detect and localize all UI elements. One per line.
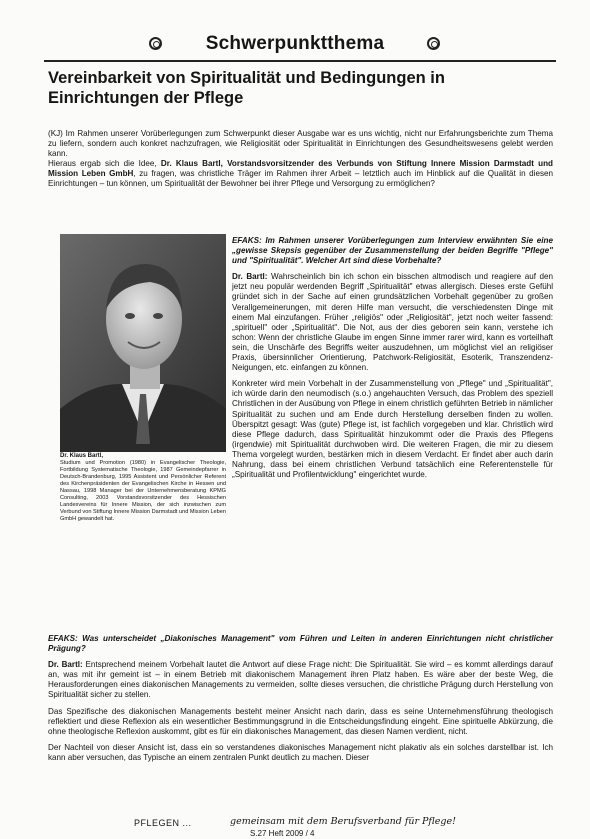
portrait-photo [60,234,226,452]
intro-paragraph: (KJ) Im Rahmen unserer Vorüberlegungen zum Schwerpunkt dieser Ausgabe war es uns wichtig, nicht nur Erfahrungsberichte zum Thema zu liefern, sondern auch konkret nachzufragen, wie Religiosität oder Spiritualität in Einrichtungen des Gesundheitswesens gelebt werden kann. [48,129,553,159]
header-rule [44,60,556,62]
speaker-label: Dr. Bartl: [232,272,268,282]
caption-name: Dr. Klaus Bartl, [60,453,104,459]
target-bullet-icon [427,37,440,50]
interview-answer: Das Spezifische des diakonischen Managements besteht meiner Ansicht nach darin, dass es seine Unternehmensführung theologisch reflektiert und diese Reflexion als ein wesentlicher Bestimmungsgrund in die Entscheidungsfindung eingeht. Eine spirituelle Abkürzung, die ohne theologische Reflexion auskommt, gibt es für ein diakonisches Management, das diesen Namen verdient, nicht. [48,706,553,736]
interview-column [232,236,553,486]
section-title: Schwerpunktthema [205,33,385,54]
interview-question: EFAKS: Was unterscheidet „Diakonisches Management" vom Führen und Leiten in anderen Einrichtungen nicht christlicher Prägung? [48,634,553,654]
footer-slogan: gemeinsam mit dem Berufsverband für Pflege! [230,816,456,827]
portrait-image [60,234,226,452]
article-title-line: Vereinbarkeit von Spiritualität und Bedingungen in [48,69,445,87]
photo-caption [60,453,226,523]
interview-wide [48,634,553,769]
interview-question: EFAKS: Im Rahmen unserer Vorüberlegungen zum Interview erwähnten Sie eine „gewisse Skepsis gegenüber der Zusammenstellung der beiden Begriffe "Pflege" und "Spiritualität". Welcher Art sind diese Vorbehalte? [232,236,553,266]
page-number: S.27 Heft 2009 / 4 [250,829,315,838]
footer-brand: PFLEGEN ... [134,818,192,828]
caption-text: Studium und Promotion (1980) in Evangelischer Theologie, Fortbildung Systematische Theologie, 1987 Gemeindepfarrer in Deutsch-Brandenburg, 1995 Assistent und Persönlicher Referent des Kirchenpräsidenten der Evangelischen Kirche in Hessen und Nassau, 1998 Manager bei der Unternehmensberatung KPMG Consulting, 2003 Vorstandsvorsitzender des Hessischen Landesvereins für Innere Mission, der sich inzwischen zum Verbund von Stiftung Innere Mission Darmstadt und Mission Leben GmbH gewandelt hat. [60,460,226,522]
interview-answer: Dr. Bartl: Entsprechend meinem Vorbehalt lautet die Antwort auf diese Frage nicht: Die Spiritualität. Sie wird – es kommt allerdings darauf an, was mit ihr gemeint ist – in einem Betrieb mit diakonischem Management ihren Platz haben. Es wäre aber der beste Weg, die Herausforderungen eines diakonischen Managements zu vermeiden, sollte dieses versuchen, die christliche Prägung durch Herstellung von Spiritualität sicher zu stellen. [48,660,554,700]
interviewee-name: Dr. Klaus Bartl, Vorstandsvorsitzender des Verbunds von Stiftung Innere Mission Darmstadt und Mission Leben GmbH [48,159,553,179]
article-title [48,68,508,108]
interview-answer: Konkreter wird mein Vorbehalt in der Zusammenstellung von „Pflege" und „Spiritualität", ich würde darin den neumodisch (s.o.) angehauchten Versuch, das Problem des speziell Christlichen in der Ausübung von Pflege in einem christlich geführten Betrieb in nämlicher Spiritualität zu suchen und am Ende durch Herstellung derselben finden zu wollen. Überspitzt gesagt: Was (gute) Pflege ist, ist fachlich vorgegeben und klar. Christlich wird diese Pflege dadurch, dass Spiritualität hinzukommt oder die Praxis des Pflegens (irgendwie) mit Spiritualität durchwoben wird. Die weiteren Fragen, die mir zu diesem Thema vorgelegt wurden, bestärken mich in diesem Verdacht. Er findet aber auch darin Nahrung, dass bei einem christlichen Verbund tatsächlich eine Referentenstelle für „Spiritualität und Profilentwicklung" eingerichtet wurde. [232,379,553,480]
intro-text [48,129,553,190]
interview-answer: Der Nachteil von dieser Ansicht ist, dass ein so verstandenes diakonisches Management nicht plakativ als ein solches darstellbar ist. Ich kann aber versuchen, das Typische an einem zentralen Punkt deutlich zu machen. Dieser [48,742,553,762]
interview-answer: Dr. Bartl: Wahrscheinlich bin ich schon ein bisschen altmodisch und reagiere auf den jetzt neu populär werdenden Begriff „Spiritualität" etwas allergisch. Dieses erste Gefühl gründet sich in der Sache auf einen grundsätzlichen Vorbehalt gegenüber zu großen Verallgemeinerungen, mit deren Hilfe man versucht, die verschiedensten Dinge mit einem Mal einzufangen. Früher „religiös" oder „Religiosität", jetzt noch weiter fassend: „spirituell" oder „Spiritualität". Die Not, aus der dies geboren sein kann, verstehe ich schon: Wenn der christliche Glaube im engen Sinne immer rarer wird, kann es vorteilhaft sein, die Unschärfe des Begriffs weiter auszudehnen, um möglichst viel an religiöser Praxis, übersinnlicher Orientierung, Patchwork-Religiosität, Esoterik, Transzendenz-Neigungen, etc. einfangen zu können. [232,272,553,373]
intro-paragraph: Hieraus ergab sich die Idee, Dr. Klaus Bartl, Vorstandsvorsitzender des Verbunds von Stiftung Innere Mission Darmstadt und Mission Leben GmbH, zu fragen, was christliche Träger im Rahmen ihrer Arbeit – letztlich auch im Hinblick auf die Qualität in diesen Einrichtungen – tun können, um Spiritualität der Bewohner bei ihrer Pflege und Versorgung zu ermöglichen? [48,159,553,189]
speaker-label: Dr. Bartl: [48,660,83,670]
article-title-line: Einrichtungen der Pflege [48,89,244,107]
